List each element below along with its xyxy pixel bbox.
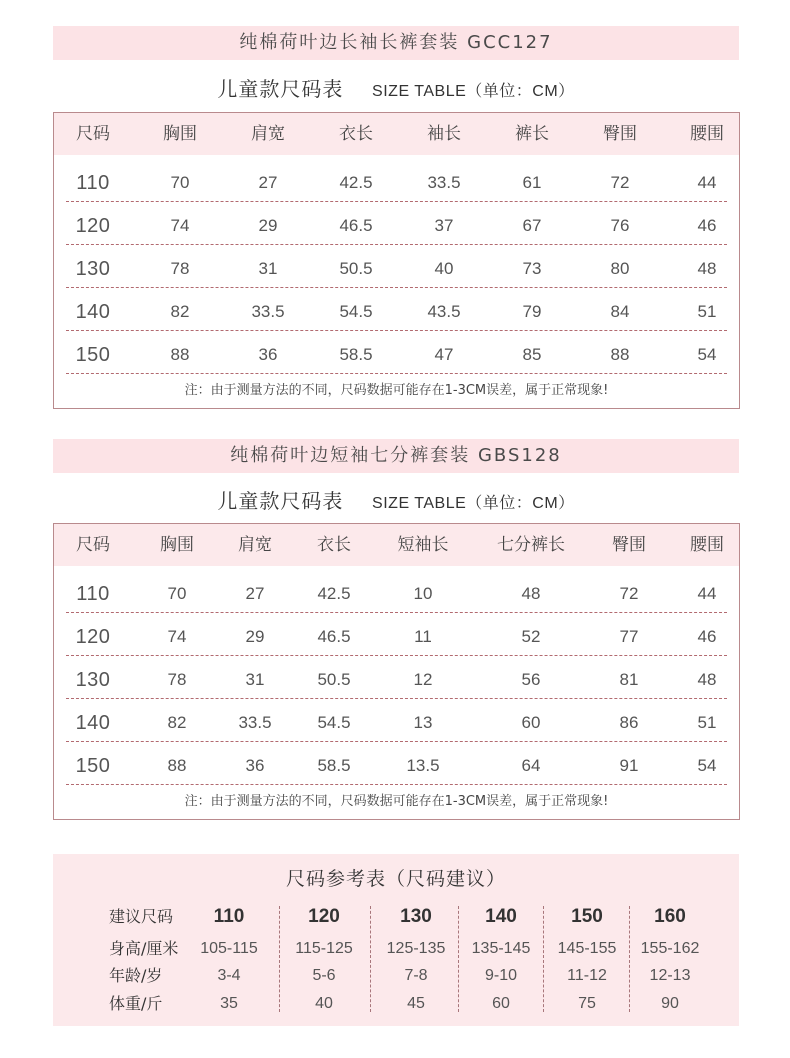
cell: 48 [697, 670, 717, 689]
cell: 91 [619, 756, 639, 775]
cell: 10 [413, 584, 433, 603]
cell: 72 [610, 173, 630, 192]
ref-value: 105-115 [200, 940, 258, 957]
cell: 74 [170, 216, 190, 235]
row-label: 建议尺码 [109, 907, 174, 926]
cell: 33.5 [427, 173, 461, 192]
table-row [66, 656, 727, 699]
ref-value: 115-125 [295, 940, 353, 957]
cell: 58.5 [339, 345, 373, 364]
header-hip: 臀围 [612, 535, 646, 555]
cell: 81 [619, 670, 639, 689]
product-banner-gcc127: 纯棉荷叶边长袖长裤套装 GCC127 [53, 26, 739, 60]
table-row [66, 202, 727, 245]
header-size: 尺码 [76, 124, 110, 144]
header-cropped-pants: 七分裤长 [497, 535, 565, 555]
cell: 36 [258, 345, 278, 364]
ref-value: 110 [213, 906, 245, 927]
cell: 54.5 [339, 302, 373, 321]
table-row [66, 288, 727, 331]
cell: 150 [75, 344, 111, 366]
size-table-1 [53, 112, 740, 409]
cell: 74 [167, 627, 187, 646]
row-label: 体重/斤 [109, 994, 163, 1013]
row-label: 年龄/岁 [109, 966, 163, 985]
cell: 48 [697, 259, 717, 278]
cell: 31 [245, 670, 265, 689]
ref-value: 40 [315, 995, 333, 1012]
subtitle-cn: 儿童款尺码表 [217, 77, 344, 101]
reference-row-age [53, 962, 739, 990]
cell: 76 [610, 216, 630, 235]
header-waist: 腰围 [690, 535, 724, 555]
measurement-note: 注：由于测量方法的不同，尺码数据可能存在1-3CM误差，属于正常现象! [184, 383, 609, 398]
cell: 82 [170, 302, 190, 321]
ref-value: 150 [571, 906, 603, 927]
cell: 77 [619, 627, 639, 646]
cell: 46 [697, 216, 717, 235]
cell: 37 [434, 216, 454, 235]
ref-value: 90 [661, 995, 679, 1012]
ref-value: 35 [220, 995, 238, 1012]
cell: 54.5 [317, 713, 351, 732]
table-row [66, 613, 727, 656]
cell: 80 [610, 259, 630, 278]
cell: 61 [522, 173, 542, 192]
header-short-sleeve: 短袖长 [397, 535, 449, 555]
reference-row-size [53, 903, 739, 931]
cell: 110 [76, 172, 110, 194]
reference-row-height [53, 935, 739, 963]
cell: 51 [697, 713, 717, 732]
reference-row-weight [53, 990, 739, 1018]
cell: 29 [258, 216, 278, 235]
cell: 78 [167, 670, 187, 689]
cell: 27 [245, 584, 265, 603]
cell: 60 [521, 713, 541, 732]
cell: 130 [75, 258, 111, 280]
header-sleeve: 袖长 [427, 124, 461, 144]
cell: 52 [521, 627, 541, 646]
header-length: 衣长 [317, 535, 351, 555]
table-header [54, 113, 739, 155]
cell: 120 [75, 215, 111, 237]
ref-value: 155-162 [640, 940, 700, 957]
cell: 43.5 [427, 302, 461, 321]
cell: 58.5 [317, 756, 351, 775]
cell: 48 [521, 584, 541, 603]
cell: 73 [522, 259, 542, 278]
cell: 120 [75, 626, 111, 648]
cell: 36 [245, 756, 265, 775]
cell: 50.5 [339, 259, 373, 278]
cell: 44 [697, 584, 717, 603]
cell: 70 [170, 173, 190, 192]
ref-value: 9-10 [484, 967, 518, 984]
cell: 86 [619, 713, 639, 732]
cell: 42.5 [317, 584, 351, 603]
ref-value: 11-12 [567, 967, 607, 984]
ref-value: 135-145 [471, 940, 531, 957]
cell: 42.5 [339, 173, 373, 192]
cell: 13.5 [406, 756, 440, 775]
table-row [66, 331, 727, 374]
size-table-subtitle-2 [53, 486, 739, 516]
cell: 140 [75, 301, 111, 323]
header-pants: 裤长 [515, 124, 549, 144]
cell: 79 [522, 302, 542, 321]
ref-value: 140 [485, 906, 517, 927]
ref-value: 75 [578, 995, 596, 1012]
cell: 33.5 [251, 302, 285, 321]
header-length: 衣长 [339, 124, 373, 144]
header-size: 尺码 [76, 535, 110, 555]
subtitle-cn: 儿童款尺码表 [217, 489, 344, 513]
cell: 44 [697, 173, 717, 192]
table-row [66, 570, 727, 613]
ref-value: 12-13 [649, 967, 691, 984]
cell: 13 [413, 713, 433, 732]
table-row [66, 159, 727, 202]
cell: 46.5 [317, 627, 351, 646]
table-body [54, 155, 739, 374]
cell: 84 [610, 302, 630, 321]
cell: 88 [610, 345, 630, 364]
cell: 67 [522, 216, 542, 235]
cell: 12 [413, 670, 433, 689]
cell: 88 [170, 345, 190, 364]
cell: 85 [522, 345, 542, 364]
cell: 72 [619, 584, 639, 603]
table-row [66, 742, 727, 785]
cell: 82 [167, 713, 187, 732]
table-body [54, 566, 739, 785]
cell: 11 [414, 627, 432, 646]
table-header [54, 524, 739, 566]
table-row [66, 699, 727, 742]
header-shoulder: 肩宽 [251, 124, 285, 144]
cell: 56 [521, 670, 541, 689]
cell: 78 [170, 259, 190, 278]
cell: 40 [434, 259, 454, 278]
size-reference-panel [53, 854, 739, 1026]
ref-value: 145-155 [557, 940, 617, 957]
ref-value: 125-135 [386, 940, 446, 957]
header-hip: 臀围 [603, 124, 637, 144]
cell: 88 [167, 756, 187, 775]
header-waist: 腰围 [690, 124, 724, 144]
ref-value: 130 [400, 906, 432, 927]
cell: 50.5 [317, 670, 351, 689]
product-banner-gbs128: 纯棉荷叶边短袖七分裤套装 GBS128 [53, 439, 739, 473]
cell: 29 [245, 627, 265, 646]
reference-title: 尺码参考表（尺码建议） [285, 868, 506, 890]
ref-value: 120 [308, 906, 340, 927]
cell: 54 [697, 345, 717, 364]
cell: 33.5 [238, 713, 272, 732]
cell: 46.5 [339, 216, 373, 235]
measurement-note: 注：由于测量方法的不同，尺码数据可能存在1-3CM误差，属于正常现象! [184, 794, 609, 809]
ref-value: 160 [654, 906, 686, 927]
header-chest: 胸围 [160, 535, 194, 555]
subtitle-en: SIZE TABLE（单位：CM） [372, 495, 575, 512]
cell: 51 [697, 302, 717, 321]
cell: 150 [75, 755, 111, 777]
row-label: 身高/厘米 [109, 939, 179, 958]
cell: 46 [697, 627, 717, 646]
header-shoulder: 肩宽 [238, 535, 272, 555]
size-table-subtitle-1 [53, 74, 739, 104]
cell: 27 [258, 173, 278, 192]
ref-value: 7-8 [404, 967, 428, 984]
cell: 110 [76, 583, 110, 605]
ref-value: 3-4 [217, 967, 241, 984]
ref-value: 45 [407, 995, 425, 1012]
cell: 64 [521, 756, 541, 775]
header-chest: 胸围 [163, 124, 197, 144]
cell: 70 [167, 584, 187, 603]
cell: 140 [75, 712, 111, 734]
cell: 130 [75, 669, 111, 691]
cell: 31 [258, 259, 278, 278]
cell: 54 [697, 756, 717, 775]
ref-value: 5-6 [312, 967, 336, 984]
ref-value: 60 [492, 995, 510, 1012]
cell: 47 [434, 345, 454, 364]
table-row [66, 245, 727, 288]
size-table-2 [53, 523, 740, 820]
subtitle-en: SIZE TABLE（单位：CM） [372, 83, 575, 100]
